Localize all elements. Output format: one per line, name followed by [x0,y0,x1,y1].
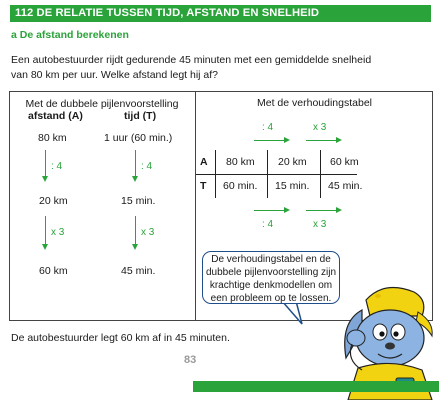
page-number: 83 [184,354,197,366]
ratio-t-cell3: 45 min. [328,180,363,192]
op-divide-a: : 4 [51,161,63,172]
left-panel-title: Met de dubbele pijlenvoorstelling [25,98,179,110]
right-arrow-icon [306,210,338,211]
ratio-row-separator [196,174,357,175]
ratio-row-label-t: T [200,180,207,192]
page-header: 112 DE RELATIE TUSSEN TIJD, AFSTAND EN SNELHEID [10,5,431,22]
ratio-t-cell1: 60 min. [223,180,258,192]
right-arrow-icon [254,140,286,141]
down-arrow-icon [135,216,136,246]
bottom-op-divide: : 4 [262,219,274,230]
problem-line-1: Een autobestuurder rijdt gedurende 45 minuten met een gemiddelde snelheid [11,54,372,66]
problem-line-2: van 80 km per uur. Welke afstand legt hij af? [11,69,219,81]
ratio-col-sep [267,150,268,198]
top-op-multiply: x 3 [313,122,327,133]
ratio-row-label-a: A [200,156,208,168]
speech-bubble [202,251,340,304]
bubble-line-3: krachtige denkmodellen om [209,280,333,291]
bubble-line-4: een probleem op te lossen. [210,293,332,304]
ratio-a-cell2: 20 km [278,156,307,168]
op-multiply-t: x 3 [141,227,155,238]
column-header-afstand: afstand (A) [28,110,83,122]
table-divider [195,91,196,321]
op-multiply-a: x 3 [51,227,65,238]
conclusion-text: De autobestuurder legt 60 km af in 45 minuten. [11,332,230,344]
ratio-a-cell3: 60 km [330,156,359,168]
section-heading: a De afstand berekenen [11,29,129,41]
right-arrow-icon [306,140,338,141]
left-a-row2: 20 km [39,195,68,207]
footer-bar [193,381,439,392]
problem-text [11,53,391,83]
ratio-col-sep [215,150,216,198]
right-panel-title: Met de verhoudingstabel [257,97,372,109]
left-a-row1: 80 km [38,132,67,144]
ratio-t-cell2: 15 min. [275,180,310,192]
down-arrow-icon [45,216,46,246]
left-t-row3: 45 min. [121,265,156,277]
right-arrow-icon [254,210,286,211]
bottom-op-multiply: x 3 [313,219,327,230]
bubble-line-1: De verhoudingstabel en de [211,254,331,265]
left-a-row3: 60 km [39,265,68,277]
top-op-divide: : 4 [262,122,274,133]
left-t-row2: 15 min. [121,195,156,207]
ratio-a-cell1: 80 km [226,156,255,168]
op-divide-t: : 4 [141,161,153,172]
column-header-tijd: tijd (T) [124,110,157,122]
left-t-row1: 1 uur (60 min.) [104,132,173,144]
bubble-line-2: dubbele pijlenvoorstelling zijn [205,267,337,278]
ratio-col-sep [320,150,321,198]
down-arrow-icon [135,150,136,178]
down-arrow-icon [45,150,46,178]
